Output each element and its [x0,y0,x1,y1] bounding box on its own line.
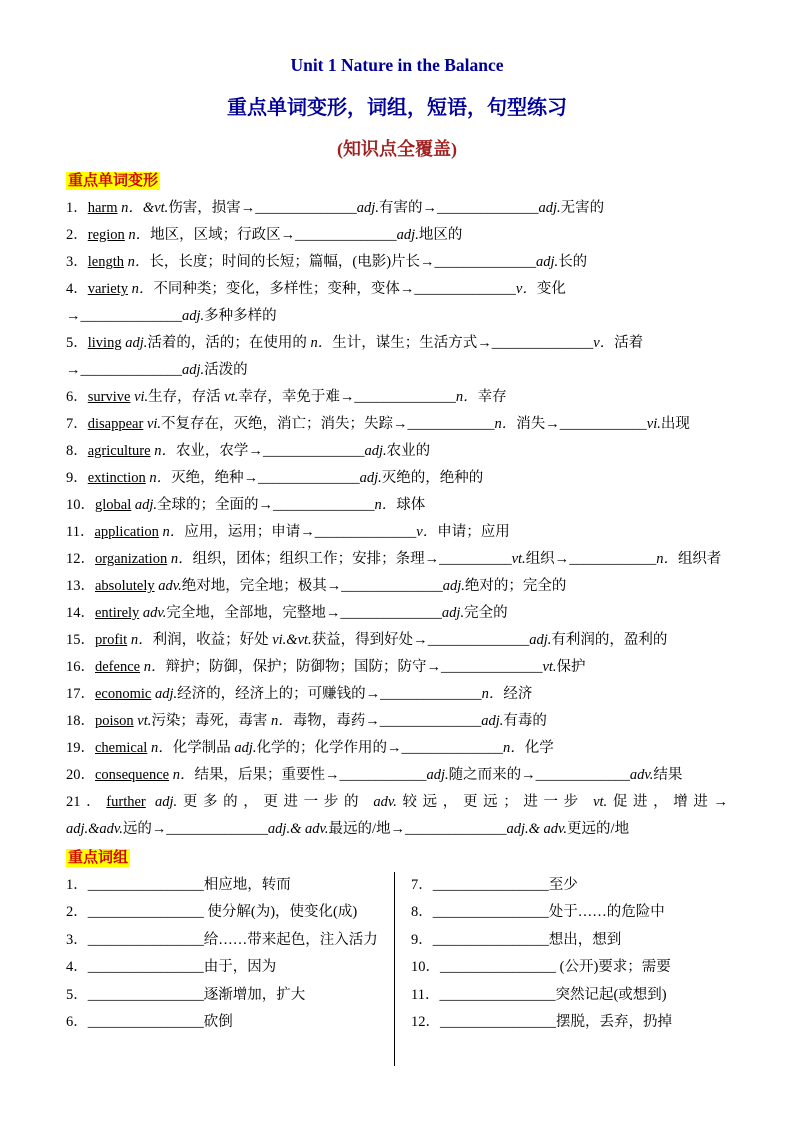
page-tagline: (知识点全覆盖) [337,139,457,159]
word-line [66,600,728,627]
item-number: 10． [411,959,440,976]
item-number: 5． [66,986,88,1003]
word-line [66,357,728,384]
item-number: 1． [66,200,88,216]
item-number: 3． [66,254,88,270]
blank-line: ________________ [439,986,556,1003]
word-line [66,762,728,789]
pos-label: v． [593,335,615,351]
text-run: 长，长度；时间的长短；篇幅，(电影)片长→ [149,254,435,270]
phrase-item [411,982,728,1009]
text-run: 辩护；防御，保护；防御物；国防；防守→ [165,659,441,675]
pos-label: adj. [151,686,178,702]
item-number: 1． [66,877,88,893]
word-line [66,681,728,708]
pos-label: adj. [396,227,419,243]
blank-line: ____________ [569,551,657,567]
phrase-item [411,1009,728,1036]
item-number: 4． [66,281,88,297]
blank-line: ______________ [354,389,456,405]
text-run: 灭绝，绝种→ [171,470,259,486]
word-item [66,654,728,681]
blank-line: ________________ [432,904,549,921]
pos-label: n． [494,416,517,432]
blank-line: ______________ [405,821,507,837]
word-line [66,654,728,681]
pos-label: adv. [139,605,167,621]
head-word: living [87,335,122,351]
pos-label: vi.&vt. [272,632,312,648]
blank-line: ______________ [440,659,543,675]
blank-line: ________________ [440,1014,556,1031]
item-number: 6． [66,1014,88,1031]
pos-label: n． [124,227,151,243]
text-run: 化学的；化学作用的→ [256,740,402,756]
text-run: 使分解(为)，使变化(成) [203,904,358,921]
word-item [66,438,728,465]
word-item [66,546,728,573]
word-item [66,222,728,249]
blank-line: ______________ [262,443,365,459]
pos-label: adj. [538,200,561,216]
pos-label: adj. [536,254,559,270]
text-run: 经济的，经济上的；可赚钱的→ [177,686,381,702]
pos-label: vt. [593,794,608,810]
pos-label: adj. [234,740,257,756]
pos-label: vt. [511,551,526,567]
text-run: 更多的，更进一步的 [177,794,374,810]
word-line [66,330,728,357]
item-number: 6． [66,389,88,405]
text-run: 球体 [396,497,426,513]
text-run: 组织，团体；组织工作；安排；条理→ [192,551,440,567]
text-run: 获益，得到好处→ [311,632,428,648]
text-run: 化学 [524,740,554,756]
text-run: 活泼的 [204,362,248,378]
text-run: 地区，区域；行政区→ [150,227,296,243]
pos-label: n． [374,497,397,513]
pos-label: n． [145,470,172,486]
phrase-item [66,982,394,1009]
pos-label: vt. [224,389,239,405]
word-line [66,249,728,276]
pos-label: n． [656,551,678,567]
phrase-item [411,899,728,926]
text-run: 绝对地，完全地；极其→ [181,578,342,594]
pos-label: adj. [442,578,465,594]
text-run: 经济 [503,686,533,702]
text-run: 组织→ [525,551,570,567]
item-number: 8． [411,904,433,921]
item-number: 5． [66,335,88,351]
word-transform-list [66,195,728,843]
blank-line: ______________ [255,200,357,216]
text-run: 较远，更远；进一步 [396,794,594,810]
blank-line: ____________ [407,416,495,432]
item-number: 12． [411,1014,440,1031]
text-run: 活着 [614,335,644,351]
item-number: 10． [66,497,95,513]
word-item [66,762,728,789]
blank-line: ________________ [87,986,204,1003]
pos-label: adj.&adv. [66,821,123,837]
blank-line: ______________ [80,308,182,324]
blank-line: __________ [439,551,512,567]
word-item [66,276,728,330]
phrase-section [66,847,728,1066]
head-word: harm [87,200,118,216]
word-item [66,627,728,654]
blank-line: ______________ [427,632,530,648]
pos-label: adj. [182,308,205,324]
item-number: 21． [66,794,107,810]
word-line [66,789,728,816]
text-run: 地区的 [418,227,463,243]
pos-label: n． [271,713,293,729]
phrase-item [66,899,394,926]
phrase-section-header-label: 重点词组 [68,850,129,866]
text-run: 远的→ [122,821,167,837]
blank-line: ________________ [87,959,204,976]
head-word: consequence [95,767,170,783]
word-item [66,330,728,384]
blank-line: ________________ [87,931,204,948]
item-number: 7． [66,416,88,432]
item-number: 2． [66,227,88,243]
text-run: → [66,308,81,324]
pos-label: vi. [646,416,661,432]
blank-line: ________________ [87,904,204,921]
text-run: 利润，收益；好处 [152,632,273,648]
pos-label: adj. [145,794,178,810]
word-line [66,438,728,465]
blank-line: ______________ [434,254,537,270]
pos-label: adj. [121,335,148,351]
blank-line: ______________ [380,686,482,702]
pos-label: n． [455,389,478,405]
head-word: economic [95,686,152,702]
item-number: 12． [66,551,95,567]
pos-label: adj. [359,470,382,486]
head-word: region [87,227,125,243]
word-line [66,573,728,600]
text-run: 保护 [556,659,586,675]
text-run: 幸存，幸免于难→ [238,389,355,405]
blank-line: ______________ [401,740,503,756]
item-number: 11． [411,986,440,1003]
pos-label: n． [147,740,173,756]
word-item [66,600,728,627]
text-run: 毒物，毒药→ [292,713,380,729]
text-run: 生计，谋生；生活方式→ [332,335,492,351]
text-run: 伤害，损害→ [168,200,256,216]
word-line [66,195,728,222]
head-word: absolutely [95,578,155,594]
blank-line: ______________ [341,578,443,594]
text-run: 给……带来起色，注入活力 [203,931,378,948]
pos-label: adj. [131,497,158,513]
text-run: 多种多样的 [204,308,277,324]
text-run: 想出，想到 [548,931,622,948]
word-line [66,411,728,438]
pos-label: adj. [481,713,504,729]
pos-label: adj. [529,632,552,648]
word-line [66,708,728,735]
word-line [66,492,728,519]
pos-label: n． [310,335,333,351]
text-run: 相应地，转而 [203,877,291,893]
phrase-item [66,927,394,954]
head-word: length [87,254,124,270]
head-word: chemical [95,740,148,756]
word-section-header-label: 重点单词变形 [68,173,159,189]
text-run: 完全地，全部地，完整地→ [166,605,341,621]
item-number: 4． [66,959,88,976]
pos-label: adj. [182,362,205,378]
text-run: 完全的 [464,605,508,621]
blank-line: ________________ [87,877,204,893]
head-word: application [94,524,159,540]
text-run: (公开)要求；需要 [556,959,671,976]
blank-line: ______________ [414,281,516,297]
blank-line: ______________ [314,524,417,540]
blank-line: _____________ [535,767,630,783]
item-number: 19． [66,740,95,756]
text-run: 结果，后果；重要性→ [194,767,340,783]
item-number: 3． [66,931,88,948]
text-run: 有害的→ [378,200,437,216]
text-run: 消失→ [516,416,560,432]
text-run: 农业，农学→ [175,443,263,459]
blank-line: ______________ [80,362,182,378]
text-run: 生存，存活 [148,389,225,405]
blank-line: ________________ [440,959,556,976]
word-line [66,303,728,330]
pos-label: vt. [133,713,152,729]
text-run: 污染；毒死，毒害 [151,713,272,729]
pos-label: adj. [364,443,387,459]
pos-label: n． [158,524,185,540]
blank-line: ______________ [258,470,360,486]
pos-label: n． [503,740,525,756]
item-number: 18． [66,713,95,729]
text-run: 组织者 [677,551,722,567]
text-run: 活着的，活的；在使用的 [147,335,311,351]
text-run: 有毒的 [503,713,547,729]
text-run: 不复存在，灭绝，消亡；消失；失踪→ [161,416,408,432]
word-item [66,789,728,843]
blank-line: ______________ [273,497,375,513]
blank-line: ______________ [379,713,482,729]
pos-label: v． [416,524,438,540]
text-run: 更远的/地 [567,821,630,837]
blank-line: ______________ [340,605,442,621]
head-word: profit [95,632,128,648]
phrase-item [66,872,394,899]
blank-line: ______________ [295,227,397,243]
pos-label: n． [481,686,504,702]
word-line [66,546,728,573]
pos-label: n． [167,551,193,567]
text-run: 至少 [548,877,578,893]
head-word: agriculture [87,443,151,459]
document-header [66,50,728,164]
text-run: 摆脱，丢弃，扔掉 [556,1014,672,1031]
word-item [66,465,728,492]
text-run: → [66,362,81,378]
pos-label: adj. [356,200,379,216]
page-title: Unit 1 Nature in the Balance [290,55,504,75]
text-run: 最远的/地→ [328,821,405,837]
text-run: 变化 [536,281,566,297]
text-run: 砍倒 [203,1014,233,1031]
pos-label: v． [515,281,537,297]
text-run: 有利润的，盈利的 [551,632,668,648]
text-run: 全球的；全面的→ [157,497,274,513]
item-number: 11． [66,524,95,540]
text-run: 突然记起(或想到) [555,986,667,1003]
word-line [66,627,728,654]
item-number: 7． [411,877,433,893]
blank-line: ________________ [87,1014,204,1031]
word-line [66,519,728,546]
item-number: 20． [66,767,95,783]
head-word: organization [95,551,168,567]
word-item [66,708,728,735]
text-run: 随之而来的→ [448,767,536,783]
blank-line: ______________ [491,335,594,351]
blank-line: ______________ [436,200,539,216]
phrase-item [411,872,728,899]
word-line [66,465,728,492]
head-word: variety [87,281,129,297]
pos-label: adv. [373,794,397,810]
pos-label: vt. [542,659,557,675]
pos-label: n． [140,659,166,675]
item-number: 8． [66,443,88,459]
item-number: 14． [66,605,95,621]
phrase-item [411,927,728,954]
word-line [66,735,728,762]
word-item [66,384,728,411]
head-word: disappear [87,416,144,432]
item-number: 17． [66,686,95,702]
text-run: 促进，增进→ [607,794,729,810]
phrase-item [66,954,394,981]
word-item [66,573,728,600]
phrase-column-right [394,872,728,1066]
text-run: 无害的 [560,200,605,216]
blank-line: ______________ [166,821,268,837]
text-run: 长的 [558,254,588,270]
pos-label: n． [128,281,154,297]
head-word: survive [87,389,131,405]
blank-line: ________________ [432,877,549,893]
pos-label: vi. [143,416,162,432]
pos-label: n．&vt. [117,200,169,216]
pos-label: adj.& adv. [506,821,568,837]
word-item [66,735,728,762]
page-subtitle: 重点单词变形，词组，短语，句型练习 [227,97,567,119]
word-item [66,492,728,519]
pos-label: adv. [629,767,654,783]
text-run: 申请；应用 [437,524,510,540]
word-line [66,384,728,411]
word-item [66,681,728,708]
word-line [66,276,728,303]
blank-line: ________________ [432,931,549,948]
pos-label: adj. [441,605,465,621]
phrase-section-header [66,847,728,869]
phrase-item [66,1009,394,1036]
text-run: 处于……的危险中 [548,904,665,921]
text-run: 结果 [653,767,683,783]
text-run: 出现 [660,416,690,432]
blank-line: ____________ [559,416,647,432]
text-run: 绝对的；完全的 [464,578,567,594]
word-item [66,195,728,222]
text-run: 灭绝的，绝种的 [381,470,484,486]
head-word: further [106,794,146,810]
item-number: 16． [66,659,95,675]
blank-line: ____________ [339,767,427,783]
pos-label: adj.& adv. [267,821,329,837]
item-number: 15． [66,632,95,648]
item-number: 13． [66,578,95,594]
pos-label: adv. [154,578,182,594]
pos-label: n． [127,632,153,648]
item-number: 9． [66,470,88,486]
phrase-item [411,954,728,981]
item-number: 2． [66,904,88,921]
head-word: poison [95,713,134,729]
text-run: 逐渐增加，扩大 [203,986,306,1003]
head-word: global [95,497,132,513]
phrase-columns [66,872,728,1066]
text-run: 不同种类；变化，多样性；变种，变体→ [153,281,415,297]
head-word: extinction [87,470,146,486]
pos-label: n． [150,443,176,459]
pos-label: adj. [426,767,449,783]
word-section-header [66,170,728,192]
word-item [66,249,728,276]
word-item [66,519,728,546]
pos-label: vi. [130,389,149,405]
text-run: 由于，因为 [203,959,277,976]
word-line [66,816,728,843]
text-run: 应用，运用；申请→ [184,524,315,540]
pos-label: n． [124,254,150,270]
word-item [66,411,728,438]
word-line [66,222,728,249]
phrase-column-left [66,872,394,1066]
text-run: 幸存 [477,389,507,405]
item-number: 9． [411,931,433,948]
head-word: defence [95,659,141,675]
head-word: entirely [95,605,140,621]
text-run: 农业的 [386,443,431,459]
text-run: 化学制品 [172,740,235,756]
pos-label: n． [169,767,195,783]
